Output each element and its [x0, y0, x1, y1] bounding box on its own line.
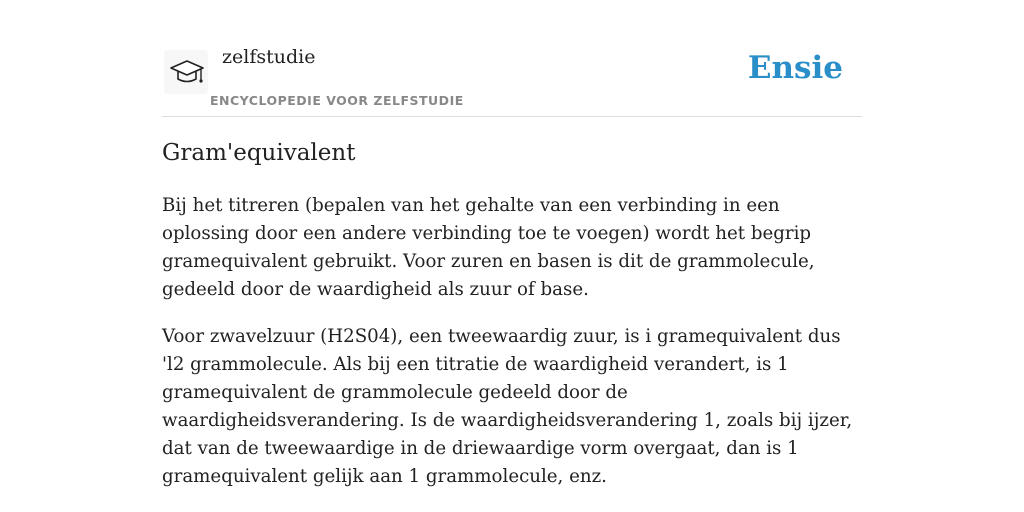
site-header	[162, 0, 862, 117]
ensie-brand-link[interactable]: Ensie	[747, 50, 843, 86]
article-body	[162, 192, 858, 510]
site-name-link[interactable]: zelfstudie	[222, 46, 316, 68]
logo[interactable]	[164, 50, 208, 94]
site-tagline: ENCYCLOPEDIE VOOR ZELFSTUDIE	[210, 93, 464, 108]
graduation-cap-icon	[168, 58, 206, 88]
article-paragraph: Bij het titreren (bepalen van het gehalte van een verbinding in een oplossing door een andere verbinding toe te voegen) wordt het begrip gramequivalent gebruikt. Voor zuren en basen is dit de grammolecule, gedeeld door de waardigheid als zuur of base.	[162, 195, 815, 300]
page-title: Gram'equivalent	[162, 140, 356, 166]
article-paragraph: Voor zwavelzuur (H2S04), een tweewaardig zuur, is i gramequivalent dus 'l2 grammolecule. Als bij een titratie de waardigheid verandert, is 1 gramequivalent de grammolecule gedeeld door de waardigheidsverandering. Is de waardigheidsverandering 1, zoals bij ijzer, dat van de tweewaardige in de driewaardige vorm overgaat, dan is 1 gramequivalent gelijk aan 1 grammolecule, enz.	[162, 326, 853, 487]
